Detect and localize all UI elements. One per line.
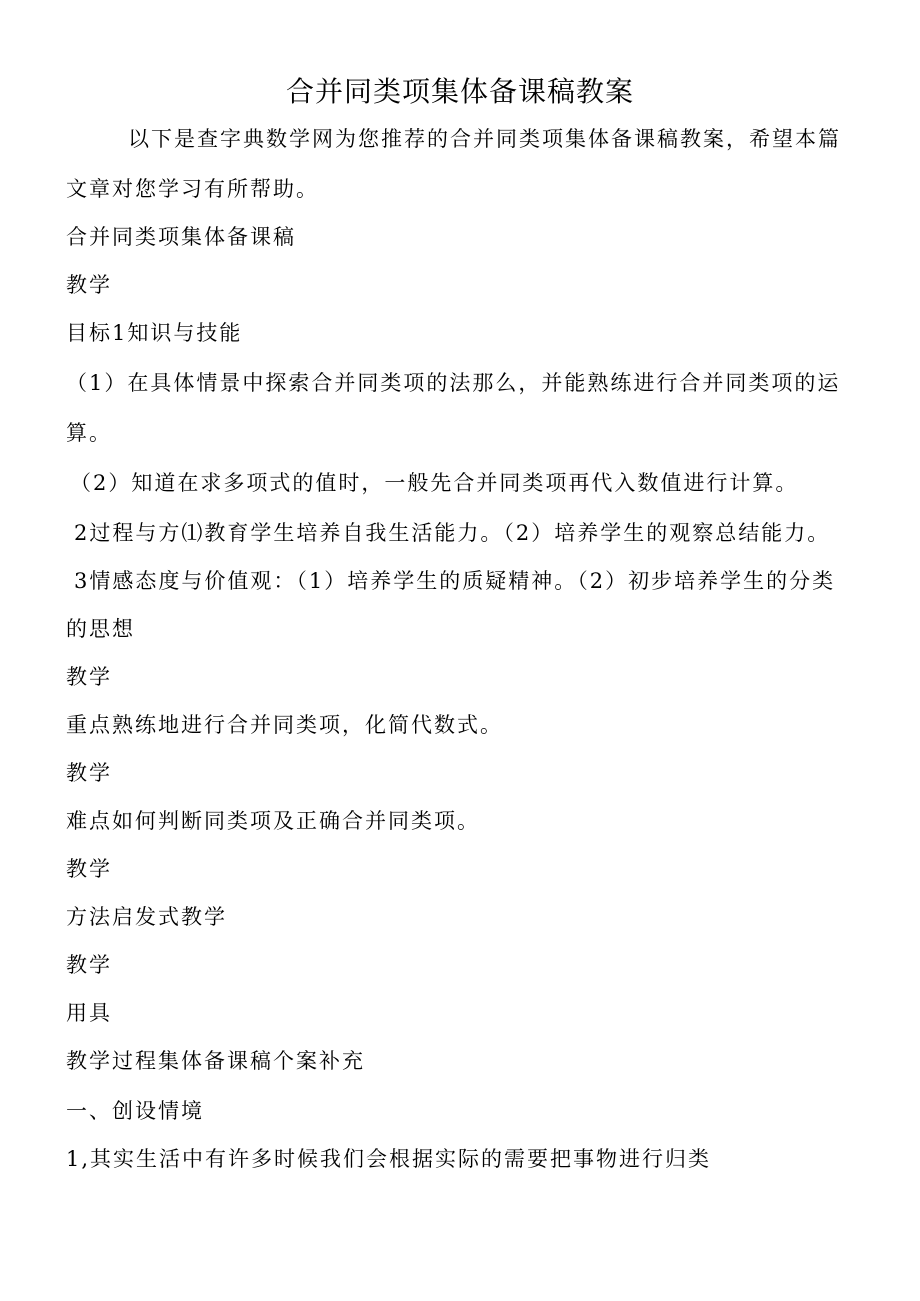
label-teaching: 教学 [66,857,112,881]
process-method: 2过程与方⑴教育学生培养自我生活能力。（2）培养学生的观察总结能力。 [74,521,831,545]
part-one-item-1: 1,其实生活中有许多时候我们会根据实际的需要把事物进行归类 [66,1147,712,1171]
label-teaching: 教学 [66,273,112,297]
intro-line-2: 文章对您学习有所帮助。 [66,177,319,201]
document-title: 合并同类项集体备课稿教案 [285,75,634,108]
teaching-tools: 用具 [66,1001,112,1025]
objective-item-1: （1）在具体情景中探索合并同类项的法那么，并能熟练进行合并同类项的运 [66,371,841,395]
label-teaching: 教学 [66,665,112,689]
label-teaching: 教学 [66,761,112,785]
emotion-attitude-cont: 的思想 [66,617,135,641]
objective-heading: 目标1知识与技能 [66,321,243,345]
objective-item-2: （2）知道在求多项式的值时，一般先合并同类项再代入数值进行计算。 [70,471,799,495]
process-heading: 教学过程集体备课稿个案补充 [66,1049,365,1073]
key-points: 重点熟练地进行合并同类项，化简代数式。 [66,713,503,737]
objective-item-1-cont: 算。 [66,421,112,445]
emotion-attitude: 3情感态度与价值观：（1）培养学生的质疑精神。（2）初步培养学生的分类 [74,569,836,593]
teaching-method: 方法启发式教学 [66,905,227,929]
part-one-heading: 一、创设情境 [66,1099,204,1123]
label-teaching: 教学 [66,953,112,977]
difficult-points: 难点如何判断同类项及正确合并同类项。 [66,809,480,833]
section-heading: 合并同类项集体备课稿 [66,225,296,249]
intro-line-1: 以下是查字典数学网为您推荐的合并同类项集体备课稿教案，希望本篇 [128,127,841,151]
